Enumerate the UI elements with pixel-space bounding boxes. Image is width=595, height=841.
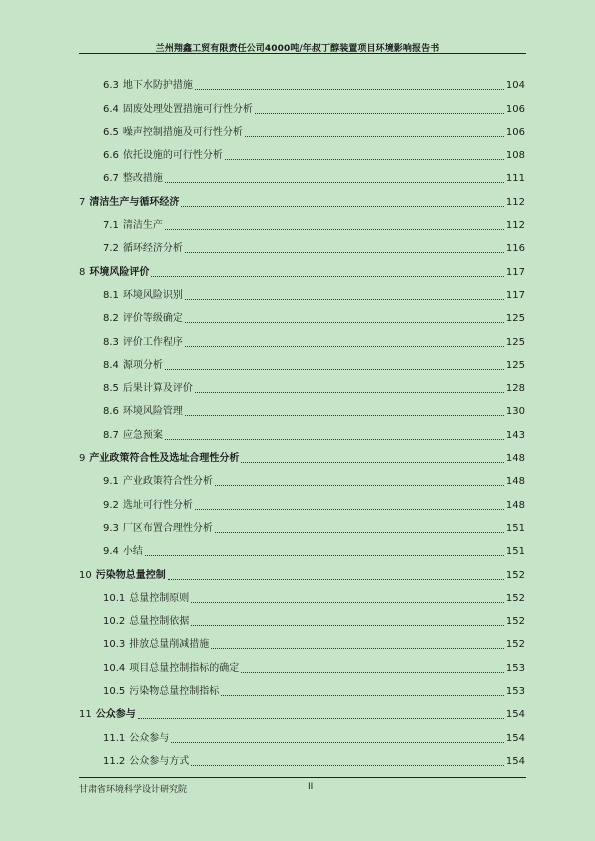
toc-entry-label: 应急预案 <box>122 429 163 441</box>
toc-entry-number: 9.4 <box>103 546 119 558</box>
footer-divider <box>79 777 526 778</box>
toc-entry-page: 111 <box>505 173 525 185</box>
toc-entry-label: 依托设施的可行性分析 <box>122 150 223 162</box>
toc-entry-page: 130 <box>505 406 525 418</box>
toc-dot-leader <box>185 406 504 416</box>
toc-entry-page: 151 <box>505 522 525 534</box>
toc-entry-label: 产业政策符合性及选址合理性分析 <box>89 453 240 465</box>
toc-entry-number: 6.4 <box>103 103 119 115</box>
toc-dot-leader <box>185 243 504 253</box>
toc-section-entry[interactable] <box>79 209 525 232</box>
toc-dot-leader <box>245 127 504 137</box>
toc-entry-title <box>103 638 209 651</box>
toc-entry-title <box>103 592 189 605</box>
toc-dot-leader <box>165 430 504 440</box>
toc-entry-page: 148 <box>505 499 525 511</box>
toc-dot-leader <box>165 360 504 370</box>
toc-entry-title <box>103 242 183 255</box>
toc-entry-number: 6.6 <box>103 150 119 162</box>
toc-section-entry[interactable] <box>79 535 525 558</box>
table-of-contents <box>79 69 525 768</box>
toc-entry-title <box>103 685 219 698</box>
toc-entry-page: 154 <box>505 755 525 767</box>
toc-dot-leader <box>191 756 504 766</box>
toc-entry-page: 125 <box>505 336 525 348</box>
toc-entry-page: 148 <box>505 476 525 488</box>
toc-dot-leader <box>185 337 504 347</box>
toc-entry-label: 产业政策符合性分析 <box>122 476 213 488</box>
toc-entry-title <box>103 79 193 92</box>
toc-entry-number: 11.1 <box>103 732 126 744</box>
toc-section-entry[interactable] <box>79 721 525 744</box>
toc-entry-page: 117 <box>505 289 525 301</box>
toc-section-entry[interactable] <box>79 69 525 92</box>
toc-entry-label: 环境风险评价 <box>89 266 150 278</box>
toc-entry-number: 8.5 <box>103 383 119 395</box>
toc-entry-page: 143 <box>505 429 525 441</box>
toc-dot-leader <box>195 80 504 90</box>
toc-entry-number: 8.7 <box>103 429 119 441</box>
toc-entry-page: 116 <box>505 243 525 255</box>
footer-organization: 甘肃省环境科学设计研究院 <box>79 785 188 795</box>
toc-entry-page: 153 <box>505 686 525 698</box>
toc-dot-leader <box>165 220 504 230</box>
toc-section-entry[interactable] <box>79 628 525 651</box>
toc-dot-leader <box>215 476 504 486</box>
toc-section-entry[interactable] <box>79 372 525 395</box>
toc-section-entry[interactable] <box>79 675 525 698</box>
toc-entry-page: 153 <box>505 662 525 674</box>
toc-entry-page: 106 <box>505 126 525 138</box>
toc-entry-number: 10.2 <box>103 616 126 628</box>
toc-entry-number: 7.1 <box>103 220 119 232</box>
toc-entry-label: 地下水防护措施 <box>122 80 193 92</box>
toc-section-entry[interactable] <box>79 325 525 348</box>
toc-entry-title <box>79 266 149 279</box>
toc-entry-title <box>103 475 213 488</box>
toc-dot-leader <box>165 173 504 183</box>
toc-entry-label: 噪声控制措施及可行性分析 <box>122 126 243 138</box>
toc-entry-title <box>103 662 239 675</box>
toc-dot-leader <box>185 290 504 300</box>
toc-entry-page: 154 <box>505 732 525 744</box>
toc-entry-number: 10.5 <box>103 686 126 698</box>
toc-entry-label: 总量控制原则 <box>129 592 190 604</box>
toc-entry-number: 7.2 <box>103 243 119 255</box>
toc-entry-title <box>103 732 169 745</box>
toc-entry-label: 公众参与方式 <box>129 755 190 767</box>
toc-entry-title <box>103 149 223 162</box>
toc-entry-title <box>103 126 243 139</box>
toc-dot-leader <box>185 313 504 323</box>
toc-section-entry[interactable] <box>79 745 525 768</box>
toc-entry-label: 循环经济分析 <box>122 243 183 255</box>
toc-entry-page: 125 <box>505 313 525 325</box>
header-divider <box>79 53 526 54</box>
toc-entry-page: 112 <box>505 196 525 208</box>
toc-entry-title <box>103 499 193 512</box>
toc-entry-label: 排放总量削减措施 <box>129 639 210 651</box>
toc-entry-title <box>103 312 183 325</box>
footer-page-number: II <box>308 782 314 792</box>
toc-entry-title <box>103 522 213 535</box>
toc-dot-leader <box>241 453 504 463</box>
toc-entry-number: 7 <box>79 196 86 208</box>
toc-section-entry[interactable] <box>79 395 525 418</box>
toc-dot-leader <box>255 104 504 114</box>
toc-entry-label: 污染物总量控制指标 <box>129 686 220 698</box>
toc-entry-page: 152 <box>505 616 525 628</box>
toc-entry-label: 厂区布置合理性分析 <box>122 522 213 534</box>
toc-dot-leader <box>171 733 504 743</box>
toc-entry-page: 112 <box>505 220 525 232</box>
toc-entry-number: 10.3 <box>103 639 126 651</box>
toc-entry-number: 8.1 <box>103 289 119 301</box>
toc-entry-number: 9.3 <box>103 522 119 534</box>
toc-entry-title <box>79 196 179 209</box>
toc-entry-number: 6.7 <box>103 173 119 185</box>
toc-chapter-entry[interactable] <box>79 185 525 208</box>
toc-entry-number: 10 <box>79 569 92 581</box>
toc-entry-label: 环境风险管理 <box>122 406 183 418</box>
toc-entry-label: 清洁生产与循环经济 <box>89 196 180 208</box>
toc-section-entry[interactable] <box>79 488 525 511</box>
toc-entry-number: 8.3 <box>103 336 119 348</box>
toc-entry-title <box>79 708 136 721</box>
toc-entry-title <box>103 172 163 185</box>
toc-entry-label: 小结 <box>122 546 143 558</box>
toc-entry-number: 11.2 <box>103 755 126 767</box>
toc-dot-leader <box>151 267 504 277</box>
toc-entry-number: 9.1 <box>103 476 119 488</box>
toc-entry-title <box>103 336 183 349</box>
toc-entry-page: 106 <box>505 103 525 115</box>
toc-dot-leader <box>225 150 504 160</box>
toc-entry-page: 104 <box>505 80 525 92</box>
toc-section-entry[interactable] <box>79 651 525 674</box>
toc-entry-label: 选址可行性分析 <box>122 499 193 511</box>
toc-entry-label: 整改措施 <box>122 173 163 185</box>
toc-entry-number: 9 <box>79 453 86 465</box>
toc-entry-page: 108 <box>505 150 525 162</box>
toc-entry-label: 公众参与 <box>95 709 136 721</box>
toc-chapter-entry[interactable] <box>79 698 525 721</box>
toc-entry-title <box>79 569 166 582</box>
toc-dot-leader <box>215 523 504 533</box>
toc-entry-number: 8.6 <box>103 406 119 418</box>
toc-entry-label: 清洁生产 <box>122 220 163 232</box>
toc-entry-title <box>103 405 183 418</box>
toc-section-entry[interactable] <box>79 139 525 162</box>
toc-section-entry[interactable] <box>79 512 525 535</box>
toc-entry-page: 151 <box>505 546 525 558</box>
toc-dot-leader <box>191 593 504 603</box>
toc-entry-title <box>103 382 193 395</box>
toc-section-entry[interactable] <box>79 605 525 628</box>
toc-entry-page: 128 <box>505 383 525 395</box>
toc-entry-number: 11 <box>79 709 92 721</box>
toc-entry-page: 117 <box>505 266 525 278</box>
toc-entry-title <box>103 545 143 558</box>
toc-section-entry[interactable] <box>79 302 525 325</box>
toc-chapter-entry[interactable] <box>79 442 525 465</box>
toc-section-entry[interactable] <box>79 92 525 115</box>
toc-entry-label: 固废处理处置措施可行性分析 <box>122 103 253 115</box>
toc-dot-leader <box>241 663 504 673</box>
toc-entry-label: 源项分析 <box>122 359 163 371</box>
toc-entry-page: 125 <box>505 359 525 371</box>
toc-entry-label: 评价等级确定 <box>122 313 183 325</box>
toc-entry-number: 10.4 <box>103 662 126 674</box>
toc-dot-leader <box>138 709 504 719</box>
toc-section-entry[interactable] <box>79 465 525 488</box>
toc-entry-title <box>103 289 183 302</box>
toc-entry-number: 8.2 <box>103 313 119 325</box>
toc-dot-leader <box>145 546 504 556</box>
toc-section-entry[interactable] <box>79 349 525 372</box>
toc-entry-number: 10.1 <box>103 592 126 604</box>
toc-dot-leader <box>191 616 504 626</box>
toc-dot-leader <box>195 383 504 393</box>
toc-entry-title <box>103 359 163 372</box>
toc-entry-number: 6.5 <box>103 126 119 138</box>
toc-entry-label: 总量控制依据 <box>129 616 190 628</box>
toc-section-entry[interactable] <box>79 162 525 185</box>
toc-section-entry[interactable] <box>79 582 525 605</box>
toc-section-entry[interactable] <box>79 418 525 441</box>
toc-entry-number: 9.2 <box>103 499 119 511</box>
toc-entry-title <box>103 615 189 628</box>
toc-entry-title <box>103 429 163 442</box>
toc-entry-title <box>103 755 189 768</box>
toc-section-entry[interactable] <box>79 232 525 255</box>
toc-dot-leader <box>168 570 504 580</box>
toc-chapter-entry[interactable] <box>79 255 525 278</box>
toc-dot-leader <box>211 639 504 649</box>
toc-entry-page: 152 <box>505 592 525 604</box>
toc-entry-label: 后果计算及评价 <box>122 383 193 395</box>
toc-entry-title <box>79 452 239 465</box>
toc-entry-page: 152 <box>505 639 525 651</box>
toc-section-entry[interactable] <box>79 116 525 139</box>
toc-entry-page: 148 <box>505 453 525 465</box>
document-header-title: 兰州翔鑫工贸有限责任公司4000吨/年叔丁醇装置项目环境影响报告书 <box>155 44 440 54</box>
toc-entry-page: 152 <box>505 569 525 581</box>
toc-entry-label: 评价工作程序 <box>122 336 183 348</box>
toc-section-entry[interactable] <box>79 279 525 302</box>
toc-chapter-entry[interactable] <box>79 558 525 581</box>
toc-entry-label: 项目总量控制指标的确定 <box>129 662 240 674</box>
toc-entry-title <box>103 103 253 116</box>
toc-dot-leader <box>181 197 504 207</box>
toc-dot-leader <box>221 686 504 696</box>
toc-dot-leader <box>195 500 504 510</box>
toc-entry-label: 公众参与 <box>129 732 170 744</box>
toc-entry-number: 8.4 <box>103 359 119 371</box>
toc-entry-title <box>103 219 163 232</box>
toc-entry-page: 154 <box>505 709 525 721</box>
toc-entry-number: 8 <box>79 266 86 278</box>
toc-entry-label: 污染物总量控制 <box>95 569 166 581</box>
toc-entry-label: 环境风险识别 <box>122 289 183 301</box>
toc-entry-number: 6.3 <box>103 80 119 92</box>
